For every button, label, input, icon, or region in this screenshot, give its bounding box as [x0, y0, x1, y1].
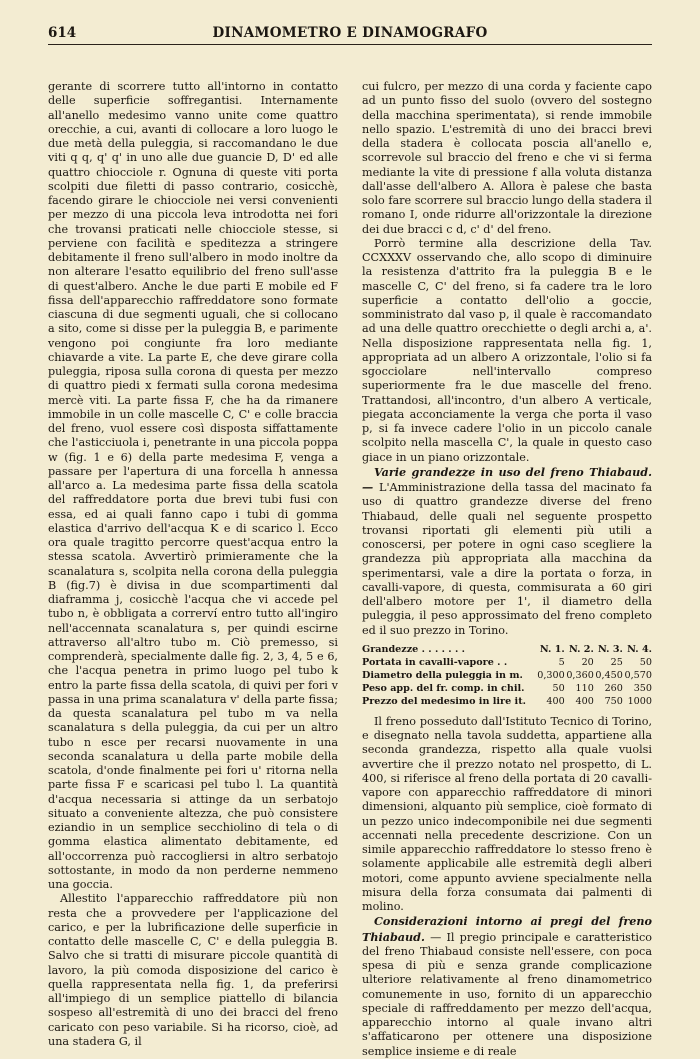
section-title-considerazioni: Considerazioni intorno ai pregi del freno Thiabaud. [362, 914, 652, 944]
left-paragraph-2: Allestito l'apparecchio raffreddatore più non resta che a provvedere per l'applicazione del carico, e per la lubrificazione delle superficie in contatto delle mascelle C, C' e della puleggia B. Salvo che si tratti di misurare piccole quantità di lavoro, la più comoda disposizione del carico è quella rappresentata nella fig. 1, da preferirsi all'impiego di un semplice piattello di bilancia sospeso all'estremità di uno dei bracci del freno caricato con peso variabile. Si ha ricorso, cioè, ad una stadera G, il [48, 892, 338, 1048]
table-row-label: Portata in cavalli-vapore . . [362, 656, 508, 668]
table-col-header: N. 2. [568, 643, 594, 655]
section-title-grandezze: Varie grandezze in uso del freno Thiabaud. — [362, 464, 652, 494]
table-cell: 0,570 [624, 669, 652, 681]
section-considerazioni [362, 914, 652, 1059]
table-cell: 350 [633, 682, 652, 694]
table-col-header: N. 3. [598, 643, 623, 655]
table-cell: 25 [610, 656, 623, 668]
running-title: DINAMOMETRO E DINAMOGRAFO [212, 25, 488, 41]
table-header-row [362, 643, 652, 656]
table-cell: 260 [604, 682, 623, 694]
running-header [48, 22, 652, 45]
table-col-header: N. 4. [627, 643, 652, 655]
table-cell: 5 [558, 656, 565, 668]
table-cell: 110 [575, 682, 594, 694]
table-row [362, 682, 652, 695]
table-cell: 50 [552, 682, 565, 694]
sizes-table [362, 643, 652, 708]
left-column [48, 80, 338, 1049]
table-cell: 0,300 [537, 669, 565, 681]
table-cell: 0,450 [595, 669, 623, 681]
section-text-considerazioni: — Il pregio principale e caratteristico del freno Thiabaud consiste nell'essere, con poca spesa di più e senza grande complicazione ulteriore relativamente al freno dinamometrico comunemente in uso, fornito di un apparecchio speciale di raffreddamento per mezzo dell'acqua, apparecchio intorno al quale invano altri s'affaticarono per ottenere una disposizione semplice insieme e di reale [362, 930, 652, 1058]
table-cell: 750 [604, 695, 623, 707]
table-row [362, 695, 652, 708]
table-cell: 20 [581, 656, 594, 668]
table-cell: 400 [546, 695, 565, 707]
table-row-label: Peso app. del fr. comp. in chil. [362, 682, 525, 694]
right-paragraph-3: Il freno posseduto dall'Istituto Tecnico di Torino, e disegnato nella tavola suddetta, appartiene alla seconda grandezza, rispetto alla quale vuolsi avvertire che il prezzo notato nel prospetto, di L. 400, si riferisce al freno della portata di 20 cavalli-vapore con apparecchio raffreddatore di minori dimensioni, alquanto più semplice, cioè formato di un pezzo unico indecomponibile nei due segmenti accennati nella precedente descrizione. Con un simile apparecchio raffreddatore lo stesso freno è solamente applicabile alle estremità degli alberi motori, come appunto avviene specialmente nella misura della forza consumata dai palmenti di molino. [362, 714, 652, 913]
page-number: 614 [48, 25, 77, 41]
right-column [362, 80, 652, 1059]
table-col-header: N. 1. [539, 643, 565, 655]
section-grandezze [362, 465, 652, 638]
right-paragraph-1: cui fulcro, per mezzo di una corda y faciente capo ad un punto fisso del suolo (ovvero del sostegno della macchina sperimentata), si rende immobile nello spazio. L'estremità di uno dei bracci brevi della stadera è collocata poscia all'anello e, scorrevole sul braccio del freno e che vi si ferma mediante la vite di pressione f alla voluta distanza dall'asse dell'albero A. Allora è palese che basta solo fare scorrere sul braccio lungo della stadera il romano I, onde ridurre all'orizzontale la direzione dei due bracci c d, c' d' del freno. [362, 80, 652, 236]
table-row-label: Prezzo del medesimo in lire it. [362, 695, 526, 707]
table-cell: 1000 [627, 695, 652, 707]
left-paragraph-1: gerante di scorrere tutto all'intorno in contatto delle superficie soffregantisi. Internamente all'anello medesimo vanno unite come quattro orecchie, a cui, avanti di collocare a loro luogo le due metà della puleggia, si raccomandano le due viti q q, q' q' in uno alle due guancie D, D' ed alle quattro chiocciole r. Ognuna di queste viti porta scolpiti due filetti di passo contrario, cosicchè, facendo girare le chiocciole nei versi convenienti per mezzo di una piccola leva introdotta nei fori che trovansi praticati nelle chiocciole stesse, si perviene con facilità e speditezza a stringere debitamente il freno sull'albero in modo inoltre da non alterare l'esatto equilibrio del freno sull'asse di quest'albero. Anche le due parti E mobile ed F fissa dell'apparecchio raffreddatore sono formate ciascuna di due segmenti uguali, che si collocano a sito, come si disse per la puleggia B, e parimente vengono poi congiunte fra loro mediante chiavarde a vite. La parte E, che deve girare colla puleggia, riposa sulla corona di questa per mezzo di quattro piedi x fermati sulla corona medesima mercè viti. La parte fissa F, che ha da rimanere immobile in un colle mascelle C, C' e colle braccia del freno, vuol essere così disposta siffattamente che l'asticciuola i, penetrante in una piccola poppa w (fig. 1 e 6) della parte medesima F, venga a passare per l'apertura di una forcella h annessa all'arco a. La medesima parte fissa della scatola del raffreddatore porta due brevi tubi fusi con essa, ed ai quali fanno capo i tubi di gomma elastica d'arrivo dell'acqua K e di scarico l. Ecco ora quale tragitto percorre quest'acqua entro la stessa scatola. Avvertirò primieramente che la scanalatura s, scolpita nella corona della puleggia B (fig.7) è divisa in due scompartimenti dal diaframma j, cosicchè l'acqua che vi accede pel tubo n, è obbligata a correrví entro tutto all'ingiro nell'accennata scanalatura s, per quindi escirne attraverso all'altro tubo m. Ciò premesso, si comprenderà, specialmente dalle fig. 2, 3, 4, 5 e 6, che l'acqua penetra in primo luogo pel tubo k entro la parte fissa della scatola, di quivi per fori v passa in una prima scanalatura v' della parte fissa; da questa scanalatura pel tubo m va nella scanalatura s della puleggia, da cui per un altro tubo n esce per recarsi nuovamente in una seconda scanalatura u della parte mobile della scatola, d'onde finalmente pei fori u' ritorna nella parte fissa F e scaricasi pel tubo l. La quantità d'acqua necessaria si attinge da un serbatojo situato a conveniente altezza, che può consistere eziandio in un semplice secchiolino di tela o di gomma elastica alimentato debitamente, ed all'occorrenza può raccogliersi in altro serbatojo sottostante, in modo da non perderne nemmeno una goccia. [48, 80, 338, 891]
section-text-grandezze: L'Amministrazione della tassa del macinato fa uso di quattro grandezze diverse del freno Thiabaud, delle quali nel seguente prospetto trovansi riportati gli elementi più utili a conoscersi, per potere in ogni caso scegliere la grandezza più appropriata alla macchina da sperimentarsi, vale a dire la portata o forza, in cavalli-vapore, di questa, commisurata a 60 giri dell'albero motore per 1', il diametro della puleggia, il peso approssimato del freno completo ed il suo prezzo in Torino. [362, 481, 652, 637]
table-cell: 50 [639, 656, 652, 668]
table-row [362, 656, 652, 669]
right-paragraph-2: Porrò termine alla descrizione della Tav. CCXXXV osservando che, allo scopo di diminuire la resistenza d'attrito fra la puleggia B e le mascelle C, C' del freno, si fa cadere tra le loro superficie a contatto dell'olio a goccie, somministrato dal vaso p, il quale è raccomandato ad una delle quattro orecchiette o degli archi a, a'. Nella disposizione rappresentata nella fig. 1, appropriata ad un albero A orizzontale, l'olio si fa sgocciolare nell'intervallo compreso superiormente fra le due mascelle del freno. Trattandosi, all'incontro, d'un albero A verticale, piegata acconciamente la verga che porta il vaso p, si fa invece cadere l'olio in un piccolo canale scolpito nella mascella C', la quale in questo caso giace in un piano orizzontale. [362, 236, 652, 464]
table-cell: 0,360 [566, 669, 594, 681]
table-row [362, 669, 652, 682]
table-header-label: Grandezze . . . . . . . [362, 643, 466, 655]
table-cell: 400 [575, 695, 594, 707]
table-row-label: Diametro della puleggia in m. [362, 669, 523, 681]
